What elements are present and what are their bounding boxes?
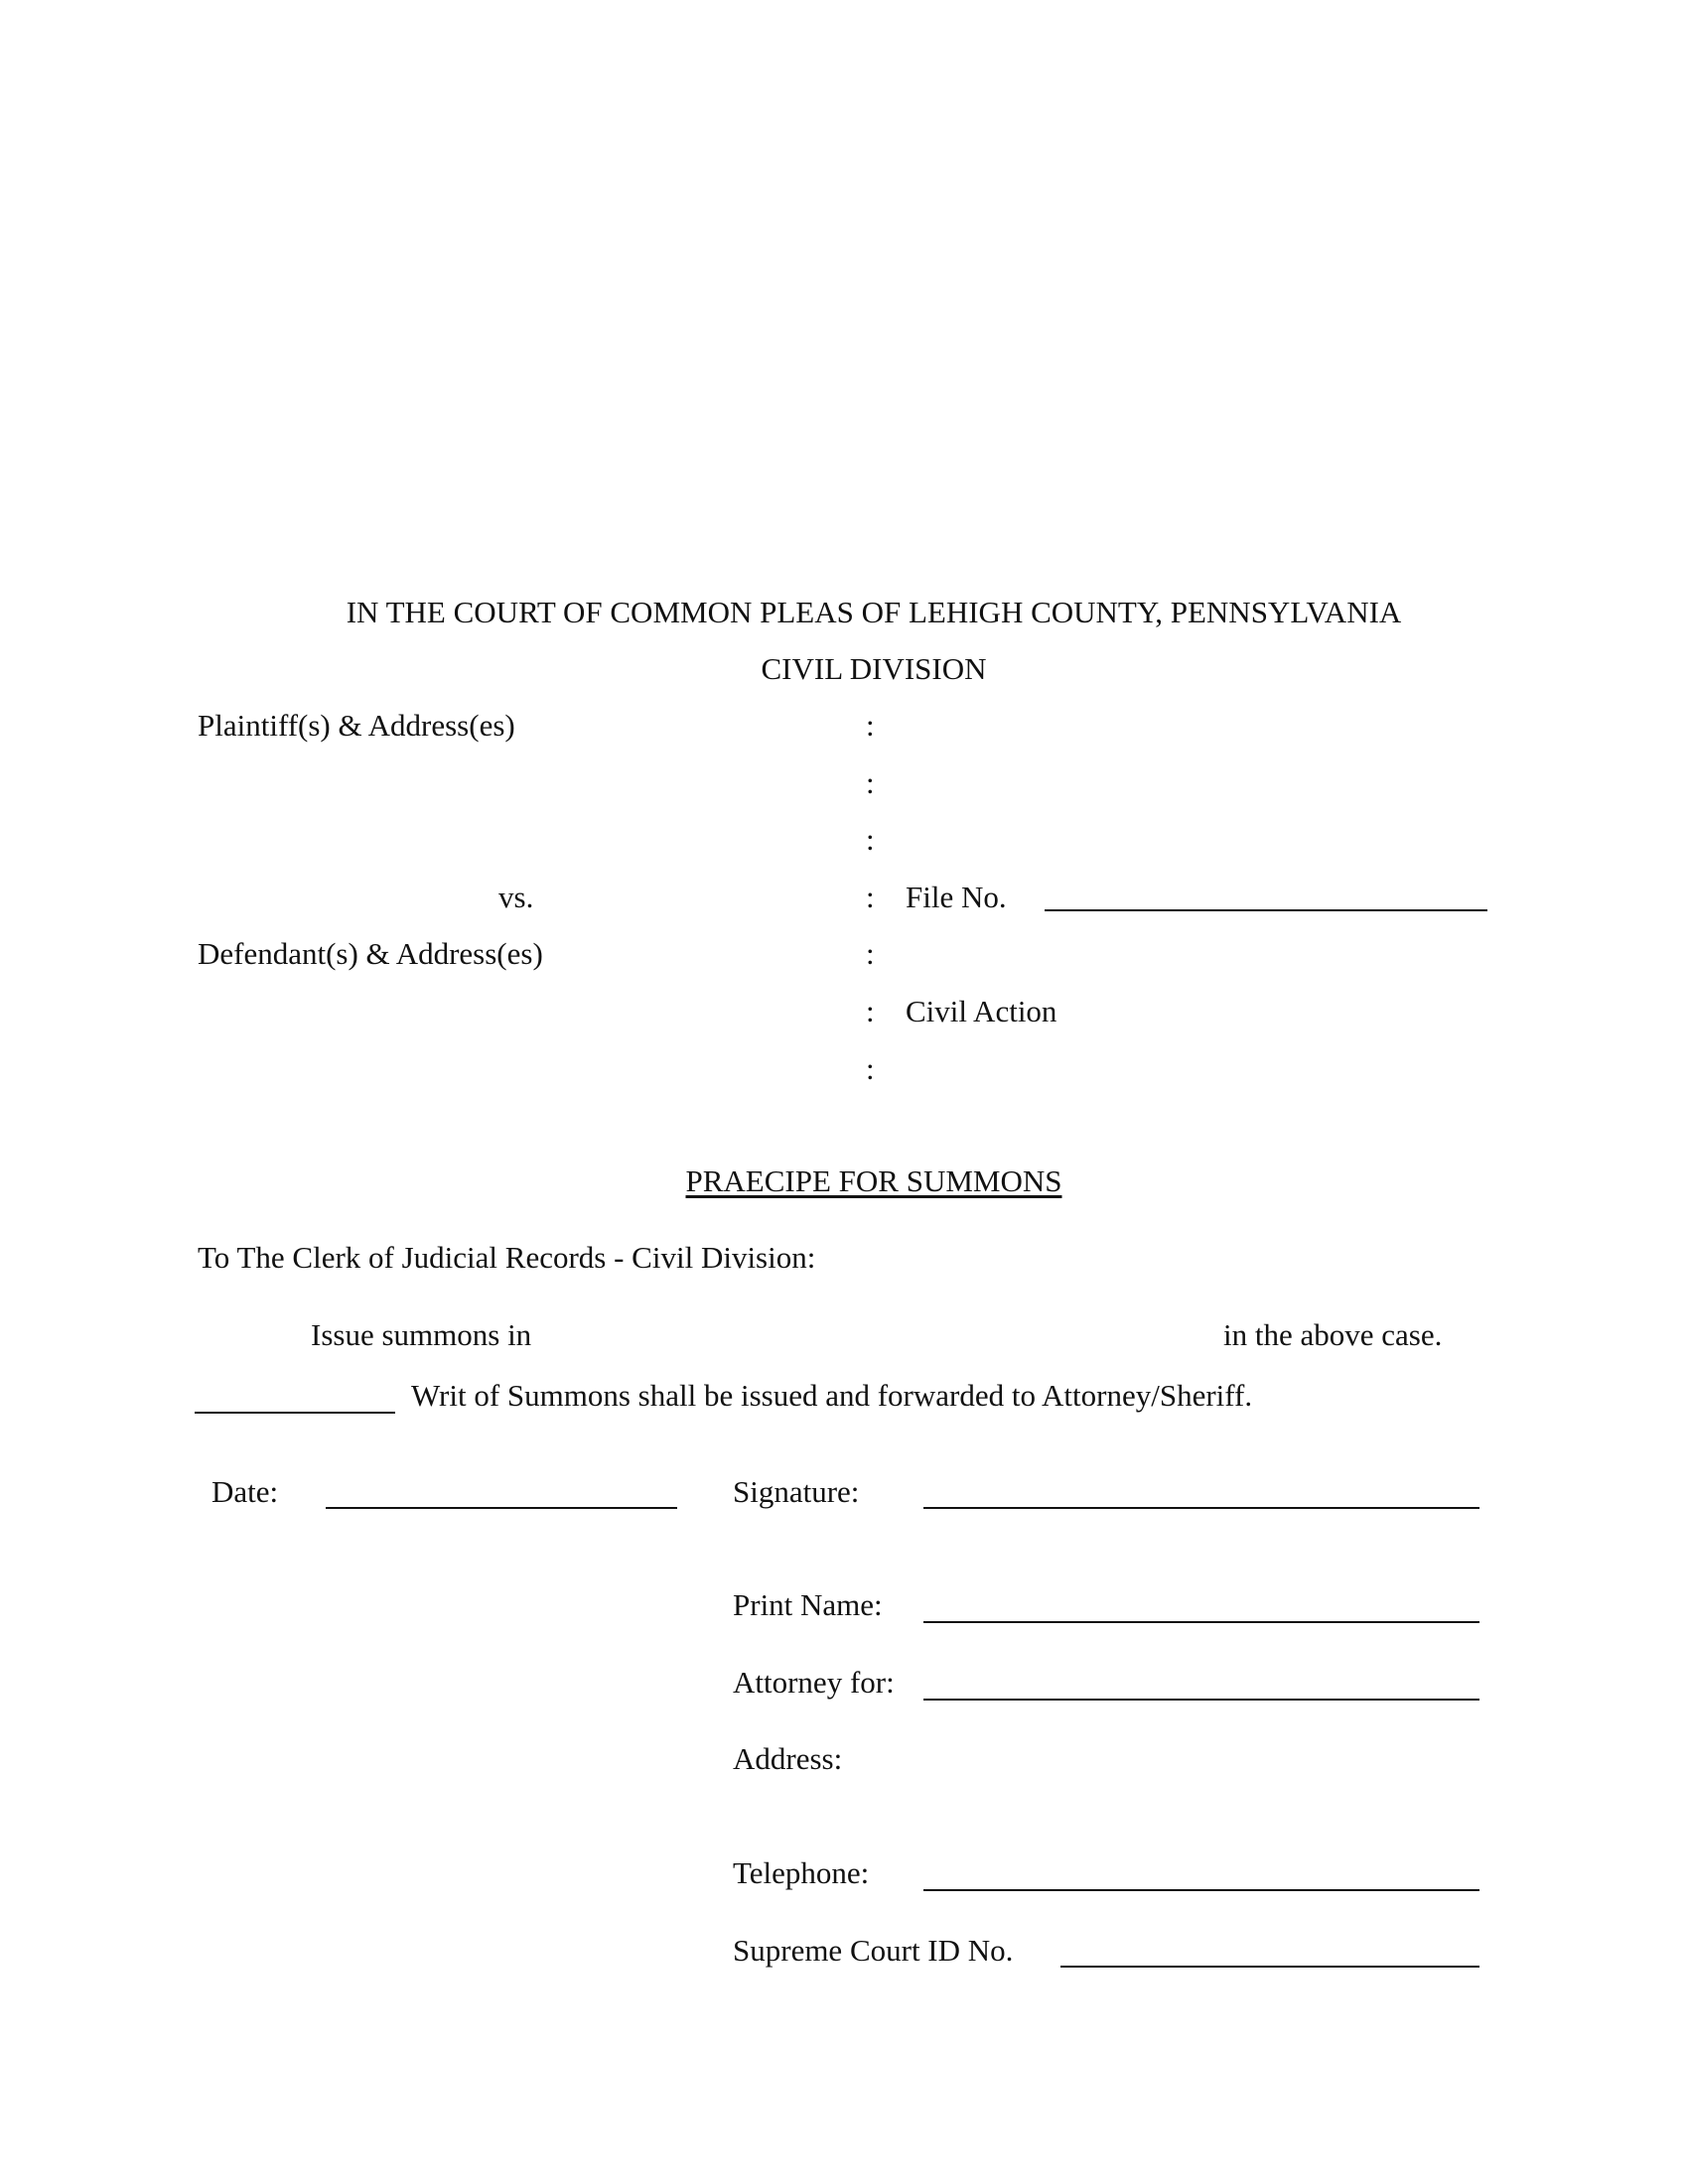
file-no-label: File No.	[906, 880, 1007, 914]
praecipe-title: PRAECIPE FOR SUMMONS	[685, 1163, 1062, 1198]
addressee-line: To The Clerk of Judicial Records - Civil Division:	[198, 1240, 816, 1275]
signature-label: Signature:	[733, 1474, 860, 1509]
caption-colon: :	[866, 1051, 875, 1086]
plaintiff-label: Plaintiff(s) & Address(es)	[198, 708, 515, 743]
vs-label: vs.	[498, 880, 534, 914]
date-field[interactable]	[326, 1507, 677, 1509]
court-title: IN THE COURT OF COMMON PLEAS OF LEHIGH COUNTY, PENNSYLVANIA	[346, 595, 1402, 629]
caption-colon: :	[866, 822, 875, 857]
writ-text: Writ of Summons shall be issued and forwarded to Attorney/Sheriff.	[411, 1378, 1253, 1413]
supreme-court-id-field[interactable]	[1060, 1966, 1479, 1968]
telephone-field[interactable]	[923, 1889, 1479, 1891]
file-no-field[interactable]	[1045, 909, 1487, 911]
defendant-label: Defendant(s) & Address(es)	[198, 936, 543, 971]
issue-summons-prefix: Issue summons in	[311, 1317, 532, 1352]
writ-blank-field[interactable]	[195, 1412, 395, 1414]
print-name-field[interactable]	[923, 1621, 1479, 1623]
supreme-court-id-label: Supreme Court ID No.	[733, 1933, 1014, 1968]
caption-colon: :	[866, 708, 875, 743]
caption-colon: :	[866, 880, 875, 914]
division-title: CIVIL DIVISION	[761, 651, 987, 686]
date-label: Date:	[211, 1474, 279, 1509]
civil-action-label: Civil Action	[906, 994, 1057, 1028]
attorney-for-field[interactable]	[923, 1699, 1479, 1701]
caption-colon: :	[866, 936, 875, 971]
caption-colon: :	[866, 765, 875, 800]
issue-summons-suffix: in the above case.	[1223, 1317, 1443, 1352]
address-label: Address:	[733, 1741, 843, 1776]
print-name-label: Print Name:	[733, 1587, 883, 1622]
caption-colon: :	[866, 994, 875, 1028]
attorney-for-label: Attorney for:	[733, 1665, 895, 1700]
telephone-label: Telephone:	[733, 1855, 870, 1890]
signature-field[interactable]	[923, 1507, 1479, 1509]
